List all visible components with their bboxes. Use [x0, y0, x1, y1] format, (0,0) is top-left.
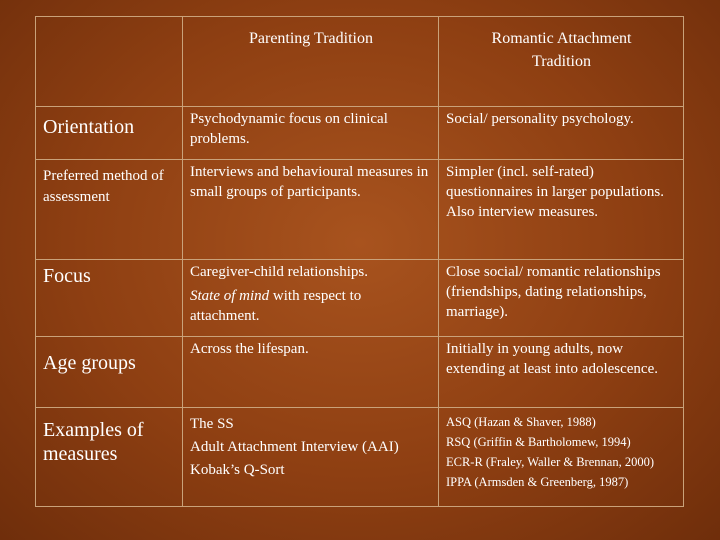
cell-examples-romantic: [439, 408, 684, 507]
table-row-age: [36, 337, 684, 408]
measure-item: Adult Attachment Interview (AAI): [190, 439, 399, 455]
table-row-focus: [36, 260, 684, 337]
cell-orientation-parenting: Psychodynamic focus on clinical problems.: [183, 107, 439, 160]
header-romantic-line2: Tradition: [532, 53, 591, 70]
table-row-examples: [36, 408, 684, 507]
comparison-table: [35, 16, 684, 507]
row-label-age: Age groups: [36, 337, 183, 408]
cell-assessment-parenting: Interviews and behavioural measures in small groups of participants.: [183, 160, 439, 260]
cell-age-parenting: Across the lifespan.: [183, 337, 439, 408]
row-label-assessment: Preferred method of assessment: [36, 160, 183, 260]
assessment-romantic-text: Simpler (incl. self-rated) questionnaires in larger populations.: [446, 164, 665, 200]
row-label-examples: Examples of measures: [36, 408, 183, 507]
cell-focus-parenting: [183, 260, 439, 337]
measure-item: Kobak’s Q-Sort: [190, 462, 285, 478]
focus-parenting-rest: with respect to attachment.: [190, 288, 362, 324]
table-row-orientation: [36, 107, 684, 160]
row-label-orientation: Orientation: [36, 107, 183, 160]
measure-item: IPPA (Armsden & Greenberg, 1987): [446, 475, 629, 489]
measure-item: RSQ (Griffin & Bartholomew, 1994): [446, 435, 631, 449]
header-romantic: [439, 17, 684, 107]
header-blank-cell: [36, 17, 183, 107]
cell-orientation-romantic: Social/ personality psychology.: [439, 107, 684, 160]
header-romantic-line1: Romantic Attachment: [491, 30, 632, 47]
assessment-romantic-extra: Also interview measures.: [446, 204, 599, 220]
focus-parenting-line2: [190, 286, 432, 326]
header-row: [36, 17, 684, 107]
focus-italic-term: State of mind: [190, 288, 270, 304]
cell-examples-parenting: [183, 408, 439, 507]
header-parenting: Parenting Tradition: [183, 17, 439, 107]
cell-assessment-romantic: [439, 160, 684, 260]
focus-parenting-line1: Caregiver-child relationships.: [190, 264, 368, 280]
cell-focus-romantic: Close social/ romantic relationships (friendships, dating relationships, marriage).: [439, 260, 684, 337]
measure-item: The SS: [190, 416, 234, 432]
cell-age-romantic: Initially in young adults, now extending at least into adolescence.: [439, 337, 684, 408]
measure-item: ASQ (Hazan & Shaver, 1988): [446, 415, 596, 429]
table-row-assessment: [36, 160, 684, 260]
measure-item: ECR-R (Fraley, Waller & Brennan, 2000): [446, 455, 654, 469]
row-label-focus: Focus: [36, 260, 183, 337]
